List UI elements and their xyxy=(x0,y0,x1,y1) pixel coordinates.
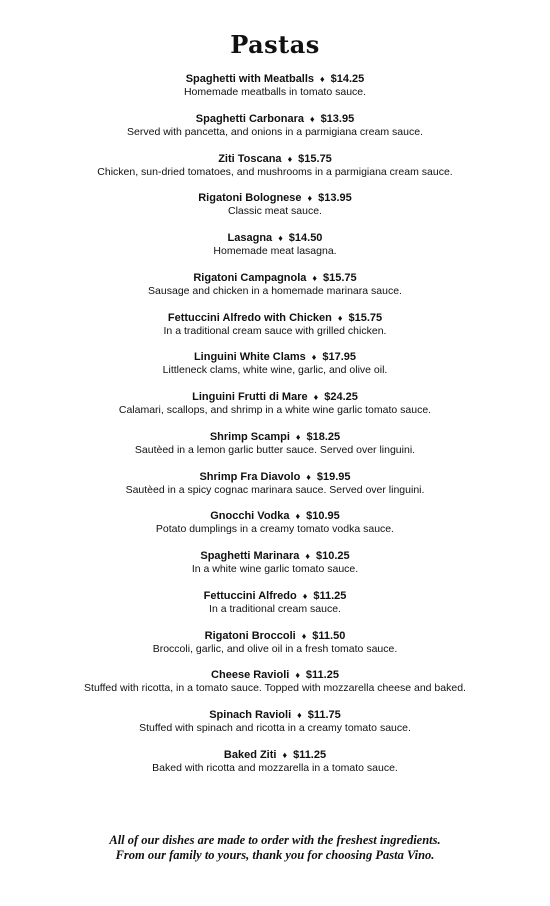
menu-item-heading xyxy=(0,232,550,245)
menu-item-description: Served with pancetta, and onions in a parmigiana cream sauce. xyxy=(127,125,423,138)
menu-item-price: $24.25 xyxy=(324,391,358,403)
diamond-separator-icon: ♦ xyxy=(307,193,313,204)
menu-item-heading xyxy=(0,471,550,484)
menu-item-name: Rigatoni Broccoli xyxy=(204,629,296,642)
menu-item xyxy=(0,549,550,589)
diamond-separator-icon: ♦ xyxy=(295,511,301,522)
menu-item xyxy=(0,271,550,311)
menu-item-heading xyxy=(0,391,550,404)
menu-item-name: Linguini Frutti di Mare xyxy=(192,391,308,403)
menu-item-heading xyxy=(0,669,550,682)
menu-item-description: Sausage and chicken in a homemade marinara sauce. xyxy=(148,284,402,297)
diamond-separator-icon: ♦ xyxy=(282,749,288,760)
menu-item-price: $11.25 xyxy=(293,748,327,761)
menu-item-heading xyxy=(0,113,550,126)
menu-item xyxy=(0,390,550,430)
menu-item xyxy=(0,231,550,271)
menu-item-description: Stuffed with spinach and ricotta in a creamy tomato sauce. xyxy=(139,722,411,734)
footer-line-1: All of our dishes are made to order with the freshest ingredients. xyxy=(109,833,441,847)
menu-item-price: $15.75 xyxy=(348,311,383,324)
menu-item-description: Homemade meat lasagna. xyxy=(213,245,337,257)
menu-item-price: $14.25 xyxy=(330,73,365,85)
diamond-separator-icon: ♦ xyxy=(337,312,343,323)
menu-item-price: $18.25 xyxy=(306,430,341,443)
diamond-separator-icon: ♦ xyxy=(302,590,308,601)
menu-item xyxy=(0,350,550,390)
menu-item-heading xyxy=(0,630,550,643)
menu-item-heading xyxy=(0,510,550,523)
diamond-separator-icon: ♦ xyxy=(305,551,310,561)
menu-item-price: $19.95 xyxy=(316,470,351,483)
menu-item-name: Spinach Ravioli xyxy=(209,709,292,721)
menu-item-name: Lasagna xyxy=(227,232,273,244)
menu-item-price: $13.95 xyxy=(320,112,355,125)
menu-item-price: $17.95 xyxy=(322,351,357,364)
menu-item xyxy=(0,311,550,351)
menu-item-heading xyxy=(0,153,550,166)
menu-item-name: Spaghetti Marinara xyxy=(200,550,300,562)
menu-item-heading xyxy=(0,272,550,285)
menu-item-heading xyxy=(0,351,550,364)
menu-item-name: Spaghetti with Meatballs xyxy=(185,73,315,85)
menu-item xyxy=(0,629,550,669)
menu-item-price: $15.75 xyxy=(298,152,332,165)
menu-item-name: Cheese Ravioli xyxy=(211,669,290,682)
menu-item-name: Fettuccini Alfredo xyxy=(203,589,297,602)
menu-item-description: Sautèed in a spicy cognac marinara sauce. Served over linguini. xyxy=(125,483,425,496)
menu-item-price: $13.95 xyxy=(318,192,352,205)
menu-item xyxy=(0,72,550,112)
menu-list xyxy=(0,72,550,788)
menu-item-description: Broccoli, garlic, and olive oil in a fresh tomato sauce. xyxy=(152,642,398,655)
footer-line-2: From our family to yours, thank you for choosing Pasta Vino. xyxy=(115,848,435,862)
menu-item-price: $11.25 xyxy=(305,669,339,682)
menu-item-description: Stuffed with ricotta, in a tomato sauce. Topped with mozzarella cheese and baked. xyxy=(84,682,466,695)
menu-item-name: Shrimp Fra Diavolo xyxy=(199,470,301,483)
menu-item-price: $11.25 xyxy=(313,589,347,602)
diamond-separator-icon: ♦ xyxy=(320,74,325,84)
diamond-separator-icon: ♦ xyxy=(301,630,307,641)
diamond-separator-icon: ♦ xyxy=(295,670,300,681)
menu-item-heading xyxy=(0,73,550,86)
menu-item-name: Spaghetti Carbonara xyxy=(195,112,304,125)
menu-item-price: $15.75 xyxy=(323,271,357,284)
page-title: Pastas xyxy=(230,30,320,59)
menu-item xyxy=(0,470,550,510)
menu-item xyxy=(0,191,550,231)
diamond-separator-icon: ♦ xyxy=(306,471,311,482)
menu-item-name: Linguini White Clams xyxy=(193,351,306,364)
menu-item xyxy=(0,112,550,152)
menu-item-heading xyxy=(0,749,550,762)
menu-item xyxy=(0,748,550,788)
menu-item-heading xyxy=(0,550,550,563)
menu-item-price: $10.25 xyxy=(315,550,350,562)
menu-item-name: Baked Ziti xyxy=(223,748,277,761)
menu-item xyxy=(0,430,550,470)
menu-item-description: Sautèed in a lemon garlic butter sauce. Served over linguini. xyxy=(134,443,416,456)
menu-item-price: $11.75 xyxy=(307,709,341,721)
menu-item xyxy=(0,152,550,192)
menu-item-description: Baked with ricotta and mozzarella in a tomato sauce. xyxy=(152,761,398,774)
menu-item-price: $14.50 xyxy=(288,232,323,244)
menu-item-name: Rigatoni Bolognese xyxy=(198,192,302,205)
menu-item-description: Chicken, sun-dried tomatoes, and mushrooms in a parmigiana cream sauce. xyxy=(97,165,453,178)
diamond-separator-icon: ♦ xyxy=(312,272,317,283)
menu-item-description: Classic meat sauce. xyxy=(228,205,322,218)
menu-item-description: Littleneck clams, white wine, garlic, and olive oil. xyxy=(162,364,388,377)
menu-item-heading xyxy=(0,590,550,603)
menu-item-description: Calamari, scallops, and shrimp in a white wine garlic tomato sauce. xyxy=(118,404,432,416)
menu-item-name: Fettuccini Alfredo with Chicken xyxy=(167,311,332,324)
menu-item-description: Homemade meatballs in tomato sauce. xyxy=(183,86,367,98)
menu-item-description: In a traditional cream sauce with grilled chicken. xyxy=(163,324,387,337)
menu-item-name: Shrimp Scampi xyxy=(209,430,290,443)
menu-item-price: $11.50 xyxy=(312,629,346,642)
menu-item-name: Ziti Toscana xyxy=(218,152,282,165)
menu-item-heading xyxy=(0,192,550,205)
menu-item-price: $10.95 xyxy=(306,510,340,523)
menu-item xyxy=(0,668,550,708)
diamond-separator-icon: ♦ xyxy=(278,233,283,243)
diamond-separator-icon: ♦ xyxy=(287,153,293,164)
diamond-separator-icon: ♦ xyxy=(313,392,319,402)
menu-item-name: Gnocchi Vodka xyxy=(210,510,290,523)
diamond-separator-icon: ♦ xyxy=(309,113,315,124)
menu-item xyxy=(0,509,550,549)
menu-item-heading xyxy=(0,709,550,722)
menu-item-heading xyxy=(0,431,550,444)
menu-item xyxy=(0,708,550,748)
menu-item-description: Potato dumplings in a creamy tomato vodka sauce. xyxy=(155,523,395,536)
menu-item-heading xyxy=(0,312,550,325)
diamond-separator-icon: ♦ xyxy=(295,431,301,442)
menu-item-description: In a traditional cream sauce. xyxy=(209,602,341,615)
menu-item-description: In a white wine garlic tomato sauce. xyxy=(191,563,359,575)
footer xyxy=(0,833,550,863)
menu-item-name: Rigatoni Campagnola xyxy=(193,271,307,284)
diamond-separator-icon: ♦ xyxy=(311,352,317,363)
diamond-separator-icon: ♦ xyxy=(297,710,302,720)
menu-item xyxy=(0,589,550,629)
